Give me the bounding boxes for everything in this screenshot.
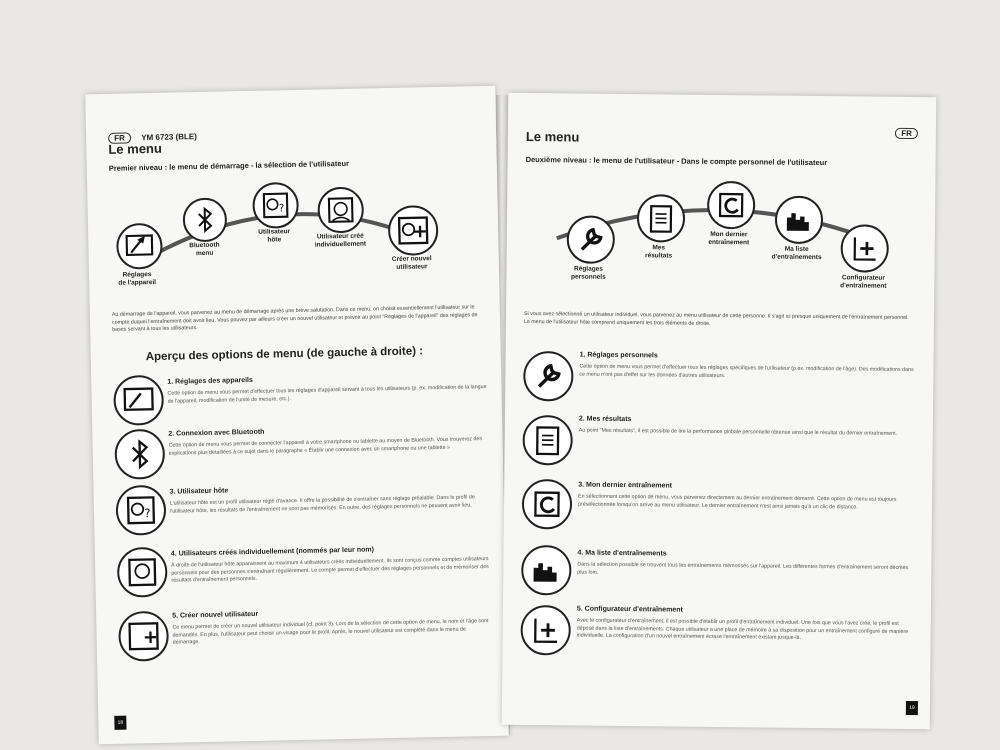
item-text-5: Ce menu permet de créer un nouvel utilisateur individuel (cf. point 3). Lors de la sélection de cette option de menu, le nom et l'âge sont demandés. En plus, l'utilisateur peut choisir un visage pour le profil. Après, le nouvel utilisateur est complété dans le menu de démarrage.	[172, 618, 489, 646]
flow-training-list-icon	[775, 196, 824, 245]
item-title-5: 5. Configurateur d'entraînement	[576, 605, 683, 614]
item-text-2: Au point "Mes résultats", il est possible de lire la performance globale personnelle obtenue ainsi que le résultat du dernier entraînement.	[578, 427, 898, 437]
item-title-2: 2. Connexion avec Bluetooth	[168, 428, 265, 438]
item-text-3: L'utilisateur hôte est un profil utilisateur réglé d'avance. Il offre la possibilité de s'entraîner sans réglage préalable. Dans le profil de l'utilisateur hôte, les résultats de l'entraînement ne sont pas mémorisés. En outre, des réglages personnels ne peuvent avoir lieu.	[169, 494, 475, 515]
flow-bluetooth-icon	[182, 197, 227, 242]
item-title-1: 1. Réglages personnels	[579, 351, 658, 360]
flow-label-last-training: Mon dernier entraînement	[708, 230, 750, 247]
item-text-4: Dans la sélection possible se trouvent tous les entraînements mémorisés sur l'appareil. Les différentes formes d'entraînement seront décrites plus loin.	[577, 561, 909, 576]
overview-heading: Aperçu des options de menu (de gauche à droite) :	[145, 345, 424, 364]
item-text-5: Avec le configurateur d'entraînement, il est possible d'établir un profil d'entraînement individuel. Une fois que vous l'avez créé, le profil est déposé dans la liste d'entraînements. Chaque utilisateur a une place de mémoire à sa disposition pour un entraînement configuré de manière individuelle. La configuration d'un nouvel entraînement écrase l'entraînement existant jusque-là.	[576, 617, 909, 642]
left-page	[85, 86, 509, 744]
item-title-5: 5. Créer nouvel utilisateur	[172, 610, 259, 620]
item-bluetooth-icon	[114, 429, 165, 480]
flow-label-configurator: Configurateur d'entraînement	[840, 274, 887, 290]
intro-paragraph: Au démarrage de l'appareil, vous parvenez au menu de démarrage après une brève salutation. Dans ce menu, on choisit essentiellement l'utilisateur sur le compte duquel l'entraînement doit avoir lieu. Vous pouvez par ailleurs créer un nouvel utilisateur et prévoir au point "Réglages de l'appareil" des réglages de bases servant à tous les utilisateurs.	[111, 304, 478, 334]
item-text-2: Cette option de menu vous permet de connecter l'appareil à votre smartphone ou tablette au moyen de Bluetooth. Vous trouverez des explications plus détaillées à ce sujet dans le paragraphe « Établir une connexion avec un smartphone ou une tablette »	[168, 436, 483, 457]
flow-plus-icon	[840, 224, 889, 273]
item-text-1: Cette option de menu vous permet d'effectuer tous les réglages spécifiques de l'utilisateur (p.ex. modification de l'âge). Des modifications dans ce menu n'ont pas d'effet sur les données d'autres utilisateurs.	[579, 363, 914, 379]
item-title-1: 1. Réglages des appareils	[167, 376, 253, 386]
item-wrench-icon	[523, 351, 574, 402]
item-repeat-icon	[522, 479, 573, 530]
flow-label-bluetooth: Bluetooth menu	[189, 241, 220, 258]
intro-paragraph: Si vous avez sélectionné un utilisateur individuel, vous parvenez au menu utilisateur de cette personne. Il s'agit ici presque uniquement de l'entraînement personnel. Le menu de l'utilisateur hôte comprend uniquement les trois éléments de droite.	[523, 310, 909, 327]
flow-label-device-settings: Réglages de l'appareil	[118, 271, 157, 287]
flow-label-guest-user: Utilisateur hôte	[258, 228, 291, 244]
item-title-4: 4. Ma liste d'entraînements	[577, 549, 667, 558]
svg-text:?: ?	[144, 505, 151, 521]
page-title: Le menu	[525, 128, 580, 145]
item-plus-icon	[520, 605, 571, 656]
item-user-face-icon	[117, 547, 168, 598]
item-title-2: 2. Mes résultats	[578, 415, 632, 424]
item-text-1: Cette option de menu vous permet d'effectuer tous les réglages d'appareil servant à tous les utilisateurs (p. ex. modification de la langue de l'appareil, modification de l'unité de mesure, etc.).	[167, 384, 487, 405]
flow-wrench-icon	[567, 215, 616, 264]
item-training-list-icon	[521, 545, 572, 596]
item-device-settings-icon	[113, 375, 164, 426]
flow-clipboard-icon	[637, 194, 686, 243]
flow-user-face-icon	[317, 187, 364, 234]
flow-guest-user-icon	[252, 182, 299, 229]
item-clipboard-icon	[522, 415, 573, 466]
language-badge: FR	[108, 132, 131, 143]
flow-create-user-icon	[388, 205, 439, 256]
flow-label-training-list: Ma liste d'entraînements	[771, 245, 822, 262]
item-title-4: 4. Utilisateurs créés individuellement (nommés par leur nom)	[170, 546, 374, 558]
flow-label-create-user: Créer nouvel utilisateur	[391, 255, 432, 272]
item-text-3: En sélectionnant cette option de menu, vous parvenez directement au dernier entraînement démarré. Cette option de menu est toujours présélectionnée lorsqu'on arrive au menu utilisateur. Le dernier entraînement n'est ainsi jamais qu'à un clic de distance.	[577, 493, 897, 511]
page-subtitle: Premier niveau : le menu de démarrage - la sélection de l'utilisateur	[108, 158, 350, 173]
flow-device-settings-icon	[116, 223, 163, 270]
page-subtitle: Deuxième niveau : le menu de l'utilisateur - Dans le compte personnel de l'utilisateur	[525, 154, 828, 168]
language-badge: FR	[895, 128, 918, 139]
flow-label-results: Mes résultats	[645, 244, 673, 260]
item-text-4: À droite de l'utilisateur hôte apparaissent au maximum 4 utilisateurs créés individuellement. Ils sont conçus comme comptes utilisateurs personnels pour des personnes s'entraînant régulièrement. Le compte permet d'effectuer des réglages personnels et de mémoriser des résultats d'entraînement personnels.	[171, 556, 489, 585]
flow-label-personal-settings: Réglages personnels	[571, 265, 606, 281]
item-guest-user-icon	[115, 485, 166, 536]
page-number: 19	[906, 701, 918, 715]
model-number: YM 6723 (BLE)	[141, 132, 197, 143]
flow-label-user-face: Utilisateur créé individuellement	[314, 232, 367, 249]
right-page	[502, 93, 937, 729]
item-title-3: 3. Mon dernier entraînement	[578, 481, 672, 490]
item-create-user-icon	[118, 611, 169, 662]
page-title: Le menu	[108, 140, 163, 157]
svg-text:?: ?	[278, 202, 285, 215]
page-number: 18	[114, 716, 126, 730]
item-title-3: 3. Utilisateur hôte	[169, 487, 229, 496]
flow-repeat-icon	[707, 181, 756, 230]
